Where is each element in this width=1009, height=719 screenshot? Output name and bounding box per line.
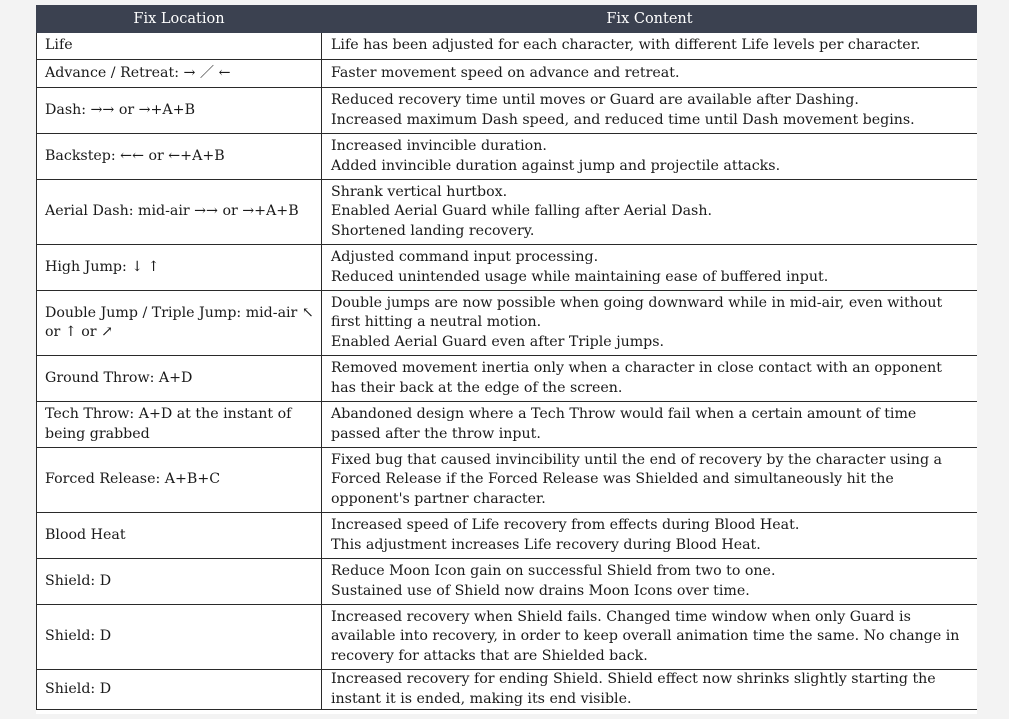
fix-content-cell [322, 402, 978, 448]
fix-content-line: Enabled Aerial Guard even after Triple jumps. [331, 333, 665, 350]
table-row [37, 291, 978, 356]
table-row [37, 356, 978, 402]
table-row [37, 448, 978, 513]
fix-location-cell: Blood Heat [37, 513, 322, 559]
table-row [37, 134, 978, 180]
fix-content-line: Increased recovery when Shield fails. Changed time window when only Guard is available into recovery, in order to keep overall animation time the same. No change in recovery for attacks that are Shielded back. [331, 608, 960, 664]
table-row [37, 245, 978, 291]
fix-location-cell: Tech Throw: A+D at the instant of being grabbed [37, 402, 322, 448]
fix-content-cell [322, 88, 978, 134]
fix-content-line: This adjustment increases Life recovery during Blood Heat. [331, 536, 761, 553]
fix-location-cell: Forced Release: A+B+C [37, 448, 322, 513]
fix-table-sheet [36, 5, 977, 714]
fix-table [36, 5, 977, 710]
fix-content-header: Fix Content [322, 6, 978, 33]
fix-location-cell: Shield: D [37, 605, 322, 670]
fix-location-cell: Aerial Dash: mid-air →→ or →+A+B [37, 180, 322, 245]
fix-location-cell: Advance / Retreat: → ／ ← [37, 60, 322, 88]
fix-location-header: Fix Location [37, 6, 322, 33]
fix-content-cell [322, 180, 978, 245]
fix-content-line: Increased speed of Life recovery from effects during Blood Heat. [331, 517, 800, 534]
table-body [37, 33, 978, 710]
table-header-row [37, 6, 978, 33]
table-row [37, 88, 978, 134]
fix-content-cell [322, 513, 978, 559]
fix-location-cell: High Jump: ↓ ↑ [37, 245, 322, 291]
table-row [37, 513, 978, 559]
fix-content-line: Added invincible duration against jump and projectile attacks. [331, 157, 781, 174]
table-row [37, 402, 978, 448]
fix-location-cell: Shield: D [37, 670, 322, 710]
fix-content-cell [322, 356, 978, 402]
fix-content-line: Reduced unintended usage while maintaining ease of buffered input. [331, 268, 829, 285]
fix-content-line: Reduced recovery time until moves or Guard are available after Dashing. [331, 92, 859, 109]
fix-content-line: Removed movement inertia only when a character in close contact with an opponent has their back at the edge of the screen. [331, 360, 942, 396]
fix-content-line: Life has been adjusted for each character, with different Life levels per character. [331, 37, 921, 54]
fix-content-line: Reduce Moon Icon gain on successful Shield from two to one. [331, 563, 776, 580]
fix-content-cell [322, 60, 978, 88]
fix-content-cell [322, 245, 978, 291]
table-row [37, 605, 978, 670]
table-row [37, 670, 978, 710]
table-row [37, 60, 978, 88]
fix-content-cell [322, 291, 978, 356]
fix-content-cell [322, 134, 978, 180]
fix-content-cell [322, 670, 978, 710]
fix-content-line: Increased recovery for ending Shield. Shield effect now shrinks slightly starting the instant it is ended, making its end visible. [331, 671, 936, 707]
fix-content-cell [322, 605, 978, 670]
fix-content-line: Increased invincible duration. [331, 138, 547, 155]
fix-location-cell: Backstep: ←← or ←+A+B [37, 134, 322, 180]
fix-content-cell [322, 33, 978, 60]
fix-content-line: Abandoned design where a Tech Throw would fail when a certain amount of time passed after the throw input. [331, 406, 917, 442]
fix-content-line: Shortened landing recovery. [331, 222, 535, 239]
table-row [37, 33, 978, 60]
fix-content-line: Fixed bug that caused invincibility until the end of recovery by the character using a Forced Release if the Forced Release was Shielded and simultaneously hit the opponent's partner character. [331, 451, 942, 507]
fix-content-line: Increased maximum Dash speed, and reduced time until Dash movement begins. [331, 111, 915, 128]
fix-location-cell: Double Jump / Triple Jump: mid-air ↖ or ↑ or ↗ [37, 291, 322, 356]
fix-content-line: Enabled Aerial Guard while falling after Aerial Dash. [331, 203, 712, 220]
fix-location-cell: Ground Throw: A+D [37, 356, 322, 402]
fix-content-cell [322, 448, 978, 513]
fix-content-line: Faster movement speed on advance and retreat. [331, 64, 680, 81]
fix-location-cell: Shield: D [37, 559, 322, 605]
fix-content-line: Sustained use of Shield now drains Moon Icons over time. [331, 582, 750, 599]
table-row [37, 180, 978, 245]
fix-location-cell: Life [37, 33, 322, 60]
fix-content-line: Shrank vertical hurtbox. [331, 183, 508, 200]
table-row [37, 559, 978, 605]
fix-location-cell: Dash: →→ or →+A+B [37, 88, 322, 134]
fix-content-line: Adjusted command input processing. [331, 249, 599, 266]
fix-content-line: Double jumps are now possible when going downward while in mid-air, even without first hitting a neutral motion. [331, 294, 943, 331]
fix-content-cell [322, 559, 978, 605]
